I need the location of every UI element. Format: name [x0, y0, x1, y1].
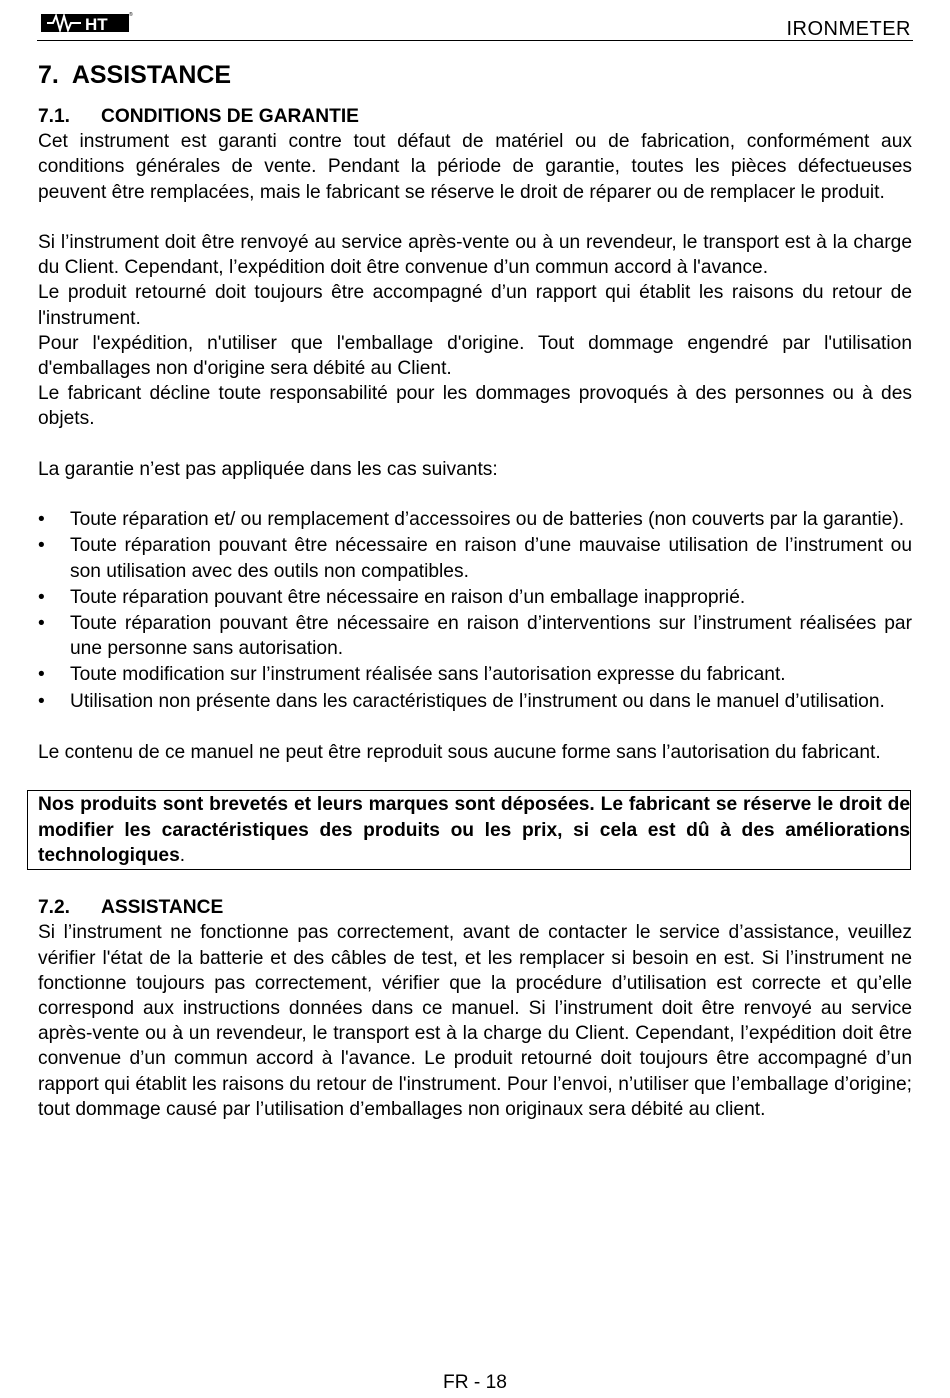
list-item: • Toute réparation pouvant être nécessaire en raison d’une mauvaise utilisation de l’instrument ou son utilisation avec des outils non compatibles. — [38, 535, 912, 582]
list-item: • Toute réparation et/ ou remplacement d’accessoires ou de batteries (non couverts par la garantie). — [38, 507, 912, 532]
paragraph: Si l’instrument ne fonctionne pas correctement, avant de contacter le service d’assistance, veuillez vérifier l'état de la batterie et des câbles de test, et les remplacer si besoin en est. Si l’instrument ne fonctionne toujours pas correctement, vérifier que la procédure d’utilisation est correcte et qu’elle correspond aux instructions données dans ce manuel. Si l’instrument doit être renvoyé au service après-vente ou à un revendeur, le transport est à la charge du Client. Cependant, l’expédition doit être convenue d’un commun accord à l'avance. Le produit retourné doit toujours être accompagné d’un rapport qui établit les raisons du retour de l'instrument. Pour l’envoi, n’utiliser que l’emballage d’origine; tout dommage causé par l’utilisation d’emballages non originaux sera débité au client. — [38, 922, 912, 1120]
bullet-icon: • — [38, 613, 45, 635]
subsection-title: CONDITIONS DE GARANTIE — [101, 106, 359, 127]
logo-text: HT — [85, 15, 108, 34]
subsection-number: 7.2. — [38, 897, 71, 919]
paragraph: Cet instrument est garanti contre tout défaut de matériel ou de fabrication, conformément aux conditions générales de vente. Pendant la période de garantie, toutes les pièces défectueuses peuvent être remplacées, mais le fabricant se réserve le droit de réparer ou de remplacer le produit. — [38, 131, 912, 203]
subsection-number: 7.1. — [38, 106, 71, 127]
bullet-icon: • — [38, 664, 45, 686]
bullet-icon: • — [38, 586, 45, 608]
paragraph: Le produit retourné doit toujours être accompagné d’un rapport qui établit les raisons du retour de l'instrument. — [38, 282, 912, 329]
patent-notice-box: Nos produits sont brevetés et leurs marques sont déposées. Le fabricant se réserve le droit de modifier les caractéristiques des produits ou les prix, si cela est dû à des améliorations technologiques. — [27, 790, 911, 870]
exclusions-list — [38, 507, 912, 714]
reproduction-notice: Le contenu de ce manuel ne peut être reproduit sous aucune forme sans l’autorisation du fabricant. — [38, 742, 881, 764]
page-header — [37, 6, 913, 41]
list-item: • Utilisation non présente dans les caractéristiques de l’instrument ou dans le manuel d’utilisation. — [38, 689, 912, 714]
bullet-icon: • — [38, 690, 45, 712]
list-item: • Toute réparation pouvant être nécessaire en raison d’un emballage inapproprié. — [38, 585, 912, 610]
bullet-icon: • — [38, 535, 45, 557]
subsection-heading-assistance — [38, 895, 912, 920]
bullet-icon: • — [38, 509, 45, 531]
patent-notice-text: Nos produits sont brevetés et leurs marques sont déposées. Le fabricant se réserve le droit de modifier les caractéristiques des produits ou les prix, si cela est dû à des améliorations technologiques — [38, 794, 910, 866]
section-title — [38, 60, 912, 90]
paragraph: Si l’instrument doit être renvoyé au service après-vente ou à un revendeur, le transport est à la charge du Client. Cependant, l’expédition doit être convenue d’un commun accord à l'avance. — [38, 232, 912, 279]
paragraph: Pour l'expédition, n'utiliser que l'emballage d'origine. Tout dommage engendré par l'utilisation d'emballages non d'origine sera débité au Client. — [38, 332, 912, 380]
list-item: • Toute modification sur l’instrument réalisée sans l’autorisation expresse du fabricant. — [38, 662, 912, 687]
subsection-title: ASSISTANCE — [101, 897, 224, 919]
svg-text:®: ® — [129, 12, 133, 18]
ht-logo-icon — [41, 10, 133, 36]
exclusions-intro: La garantie n’est pas appliquée dans les cas suivants: — [38, 458, 498, 480]
section-number: 7. — [38, 61, 59, 89]
section-title-text: ASSISTANCE — [71, 61, 232, 89]
list-item: • Toute réparation pouvant être nécessaire en raison d’interventions sur l’instrument réalisées par une personne sans autorisation. — [38, 613, 912, 660]
document-name: IRONMETER — [786, 18, 911, 40]
page-content — [38, 60, 912, 1122]
subsection-heading-warranty — [38, 104, 912, 129]
page-number: FR - 18 — [443, 1372, 507, 1393]
paragraph: Le fabricant décline toute responsabilité pour les dommages provoqués à des personnes ou à des objets. — [38, 383, 912, 430]
